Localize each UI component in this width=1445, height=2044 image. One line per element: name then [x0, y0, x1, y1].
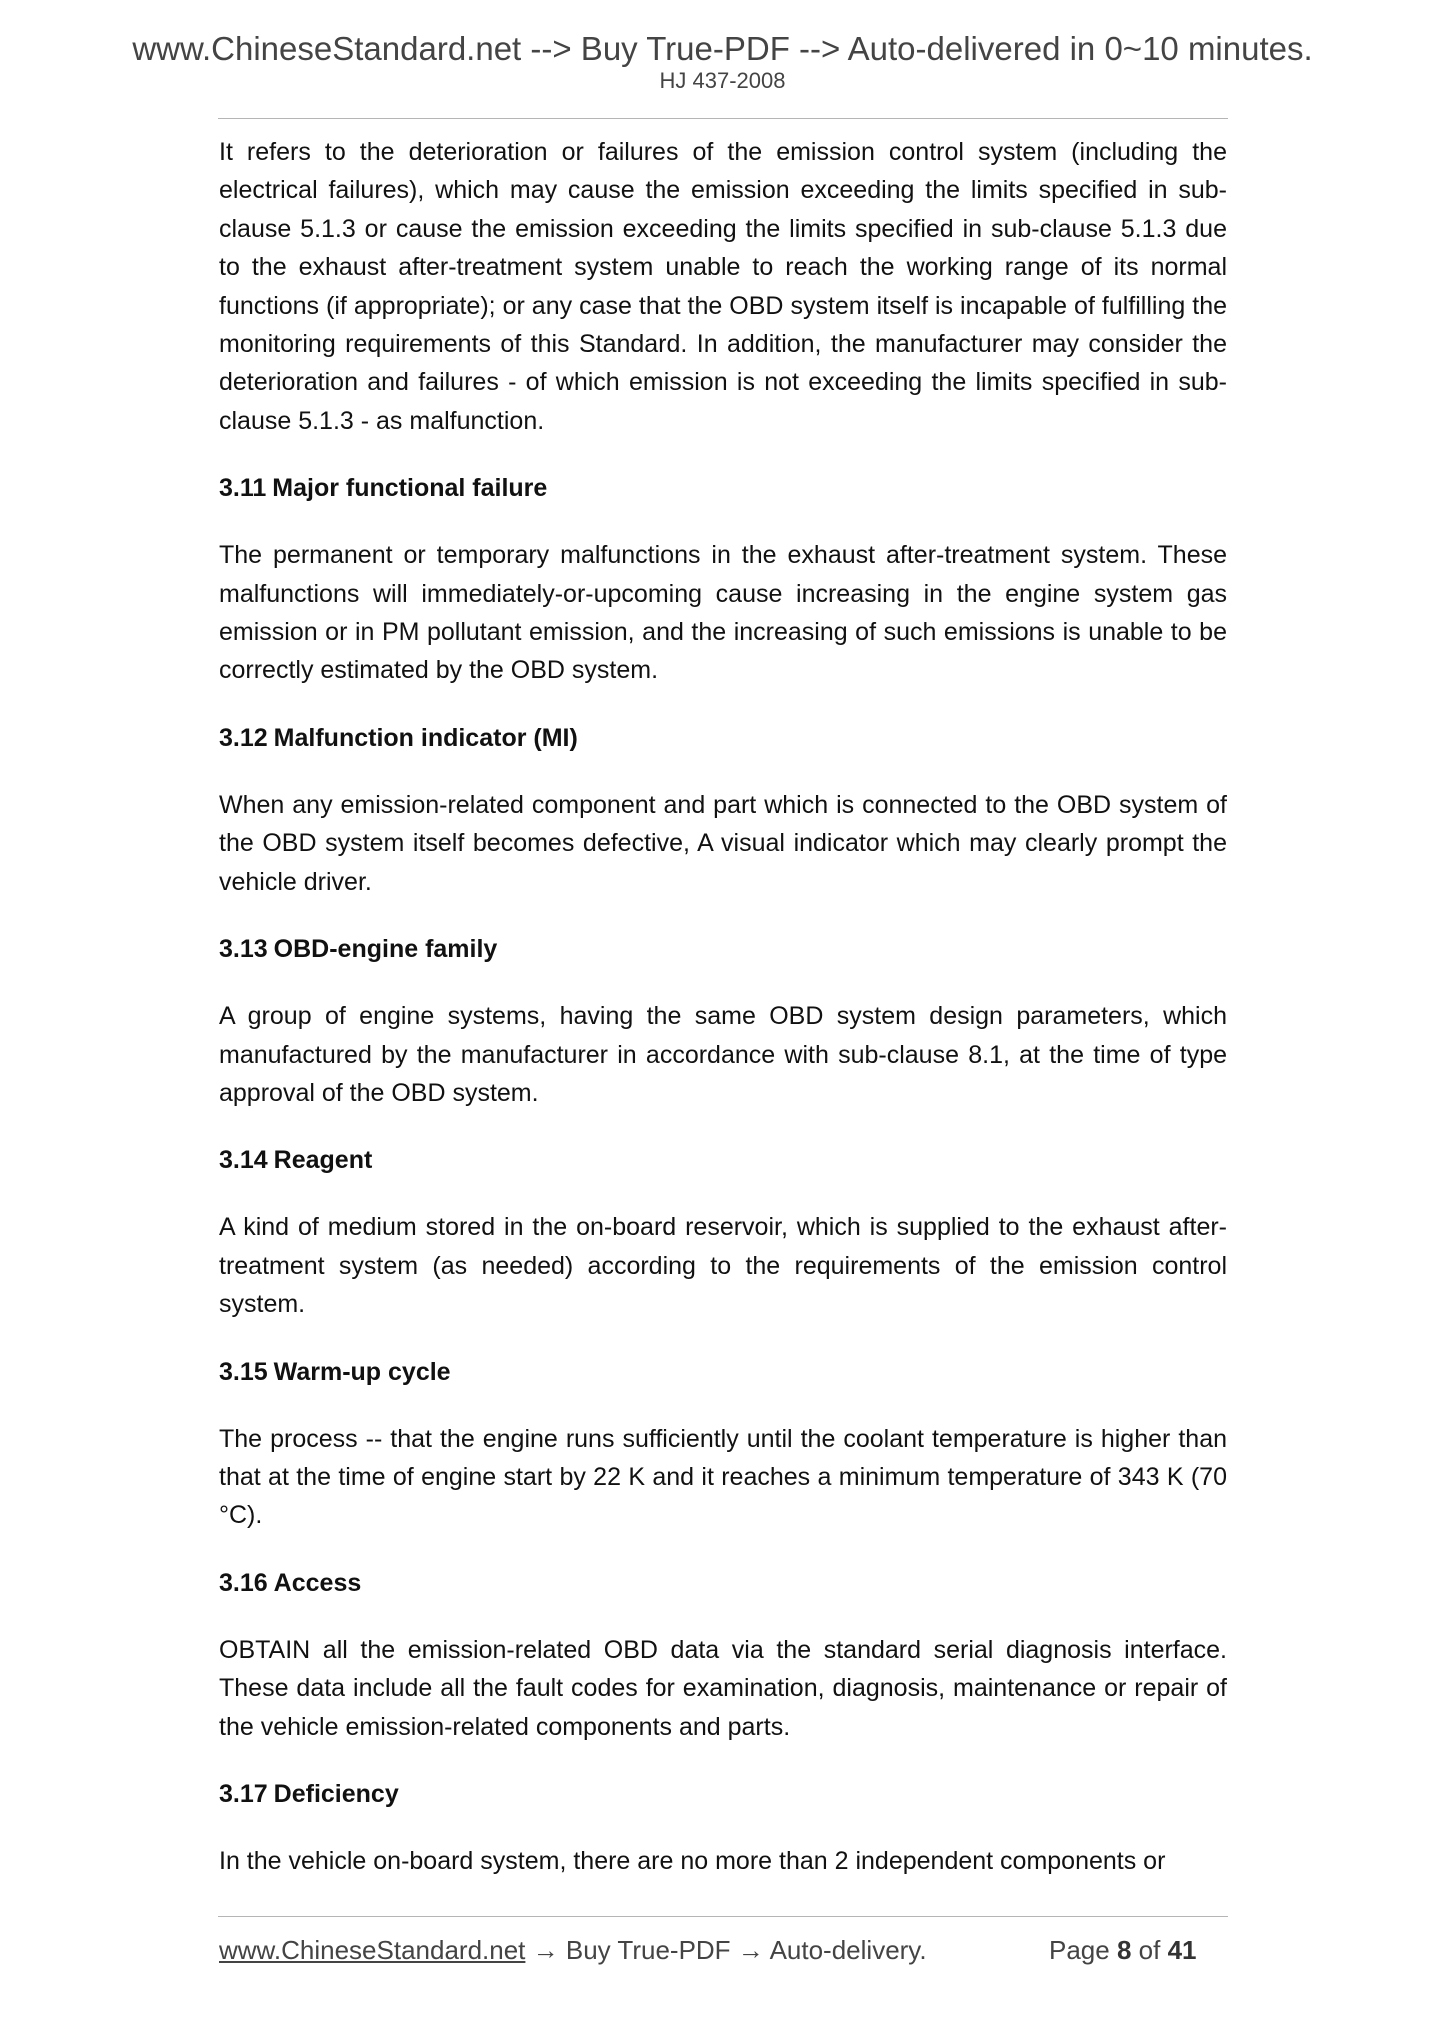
- section-title: Reagent: [273, 1146, 373, 1175]
- section-heading-3-11: [219, 469, 1227, 507]
- section-body-3-11: The permanent or temporary malfunctions in the exhaust after-treatment system. These malfunctions will immediately-or-upcoming cause increasing in the engine system gas emission or in PM pollutant emission, and the increasing of such emissions is unable to be correctly estimated by the OBD system.: [219, 541, 1227, 685]
- section-body-3-17: In the vehicle on-board system, there are no more than 2 independent components or: [219, 1846, 1166, 1875]
- section-body-3-14: A kind of medium stored in the on-board reservoir, which is supplied to the exhaust after-treatment system (as needed) according to the requirements of the emission control system.: [219, 1213, 1227, 1319]
- page-indicator: [1049, 1935, 1197, 1966]
- page-total: 41: [1167, 1935, 1197, 1965]
- section-number: 3.13: [219, 935, 268, 964]
- section-title: Malfunction indicator (MI): [273, 723, 578, 752]
- page-content: [219, 133, 1227, 1909]
- page-of: of: [1138, 1935, 1161, 1965]
- section-number: 3.17: [219, 1779, 268, 1808]
- section-heading-3-13: [219, 930, 1227, 968]
- section-number: 3.12: [219, 723, 268, 752]
- section-heading-3-14: [219, 1141, 1227, 1179]
- section-title: Access: [273, 1568, 362, 1597]
- section-number: 3.14: [219, 1146, 268, 1175]
- section-number: 3.11: [219, 474, 267, 503]
- section-number: 3.16: [219, 1568, 268, 1597]
- section-heading-3-12: [219, 719, 1227, 757]
- section-body-3-15: The process -- that the engine runs sufficiently until the coolant temperature is higher than that at the time of engine start by 22 K and it reaches a minimum temperature of 343 K (70 °C).: [219, 1424, 1227, 1530]
- document-code: HJ 437-2008: [659, 68, 786, 93]
- section-heading-3-17: [219, 1775, 1227, 1813]
- section-title: OBD-engine family: [273, 935, 498, 964]
- section-body-3-16: OBTAIN all the emission-related OBD data via the standard serial diagnosis interface. These data include all the fault codes for examination, diagnosis, maintenance or repair of the vehicle emission-related components and parts.: [219, 1635, 1227, 1741]
- footer-tagline: → Buy True-PDF → Auto-delivery.: [525, 1935, 927, 1965]
- footer-divider: [218, 1916, 1228, 1917]
- header-banner: www.ChineseStandard.net --> Buy True-PDF --> Auto-delivered in 0~10 minutes.: [132, 30, 1313, 67]
- section-title: Deficiency: [273, 1779, 399, 1808]
- page-label: Page: [1049, 1935, 1110, 1965]
- page-current: 8: [1116, 1935, 1132, 1965]
- section-title: Warm-up cycle: [273, 1357, 451, 1386]
- section-body-3-13: A group of engine systems, having the same OBD system design parameters, which manufactured by the manufacturer in accordance with sub-clause 8.1, at the time of type approval of the OBD system.: [219, 1002, 1227, 1107]
- footer-site-link[interactable]: www.ChineseStandard.net: [219, 1935, 526, 1965]
- section-heading-3-16: [219, 1564, 1227, 1602]
- section-title: Major functional failure: [272, 474, 548, 503]
- section-body-3-12: When any emission-related component and part which is connected to the OBD system of the OBD system itself becomes defective, A visual indicator which may clearly prompt the vehicle driver.: [219, 790, 1227, 896]
- header-divider: [218, 118, 1228, 119]
- section-heading-3-15: [219, 1353, 1227, 1391]
- section-number: 3.15: [219, 1357, 268, 1386]
- section-intro-body: It refers to the deterioration or failures of the emission control system (including the electrical failures), which may cause the emission exceeding the limits specified in sub-clause 5.1.3 or cause the emission exceeding the limits specified in sub-clause 5.1.3 due to the exhaust after-treatment system unable to reach the working range of its normal functions (if appropriate); or any case that the OBD system itself is incapable of fulfilling the monitoring requirements of this Standard. In addition, the manufacturer may consider the deterioration and failures - of which emission is not exceeding the limits specified in sub-clause 5.1.3 - as malfunction.: [219, 138, 1227, 435]
- footer-left: [219, 1935, 927, 1966]
